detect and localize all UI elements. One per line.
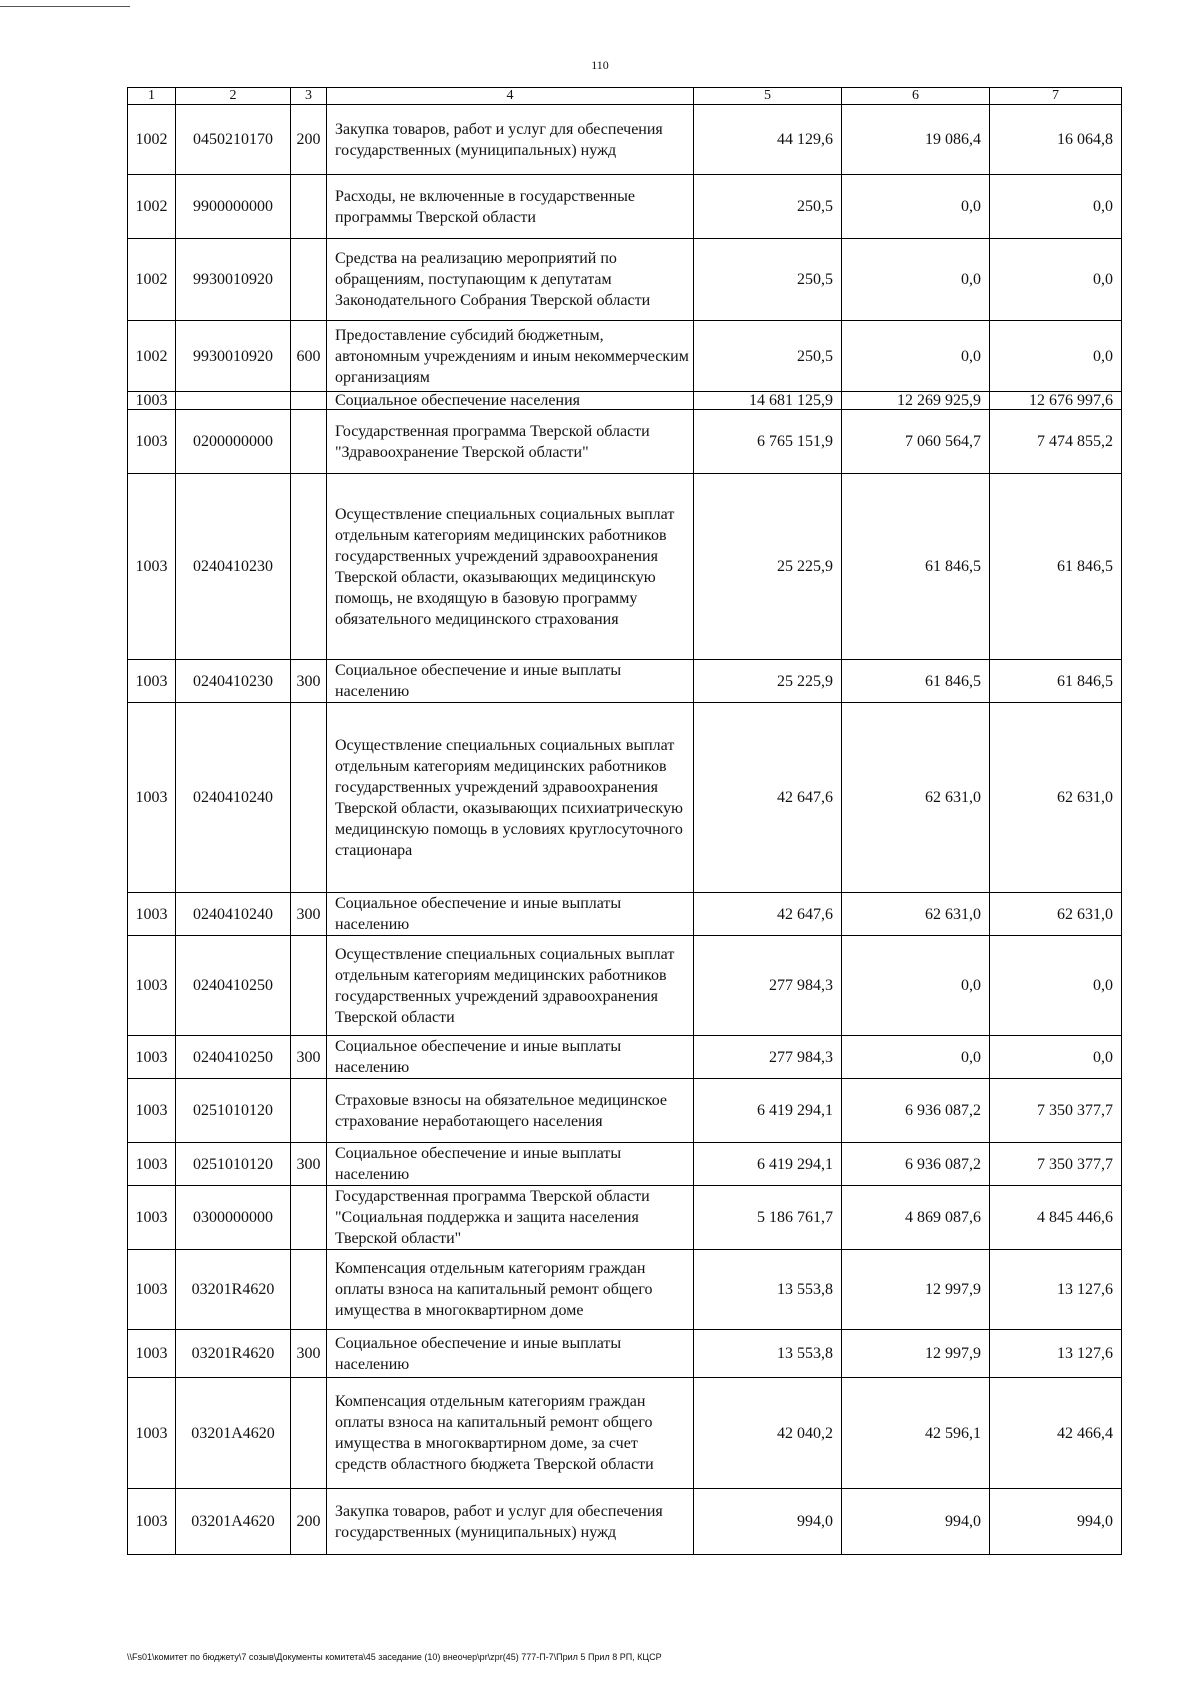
- target-article-cell: 0240410230: [176, 474, 291, 660]
- amount-cell: 12 997,9: [842, 1250, 990, 1330]
- amount-cell: 0,0: [990, 321, 1122, 392]
- description-cell: Осуществление специальных социальных выплат отдельным категориям медицинских работников государственных учреждений здравоохранения Тверской области: [327, 936, 694, 1036]
- table-row: [128, 936, 1122, 1036]
- section-code-cell: 1003: [128, 893, 176, 936]
- target-article-cell: 03201A4620: [176, 1378, 291, 1489]
- amount-cell: 6 936 087,2: [842, 1143, 990, 1186]
- description-cell: Средства на реализацию мероприятий по обращениям, поступающим к депутатам Законодательного Собрания Тверской области: [327, 239, 694, 321]
- target-article-cell: 0240410240: [176, 893, 291, 936]
- amount-cell: 42 040,2: [694, 1378, 842, 1489]
- amount-cell: 0,0: [990, 1036, 1122, 1079]
- amount-cell: 250,5: [694, 239, 842, 321]
- amount-cell: 7 060 564,7: [842, 410, 990, 474]
- amount-cell: 25 225,9: [694, 474, 842, 660]
- description-cell: Социальное обеспечение населения: [327, 392, 694, 410]
- section-code-cell: 1003: [128, 410, 176, 474]
- section-code-cell: 1002: [128, 321, 176, 392]
- table-row: [128, 175, 1122, 239]
- amount-cell: 994,0: [990, 1489, 1122, 1555]
- table-row: [128, 1143, 1122, 1186]
- target-article-cell: 03201R4620: [176, 1330, 291, 1378]
- expense-type-cell: [291, 936, 327, 1036]
- amount-cell: 61 846,5: [842, 660, 990, 703]
- amount-cell: 13 553,8: [694, 1330, 842, 1378]
- description-cell: Социальное обеспечение и иные выплаты населению: [327, 893, 694, 936]
- amount-cell: 6 419 294,1: [694, 1079, 842, 1143]
- table-row: [128, 703, 1122, 893]
- header-cell: 4: [327, 88, 694, 105]
- target-article-cell: 0240410250: [176, 1036, 291, 1079]
- scan-edge-line: [0, 6, 130, 7]
- target-article-cell: 0240410240: [176, 703, 291, 893]
- target-article-cell: 9930010920: [176, 239, 291, 321]
- amount-cell: 994,0: [842, 1489, 990, 1555]
- section-code-cell: 1003: [128, 1036, 176, 1079]
- expense-type-cell: 300: [291, 1143, 327, 1186]
- target-article-cell: 03201A4620: [176, 1489, 291, 1555]
- header-row: [128, 88, 1122, 105]
- amount-cell: 13 553,8: [694, 1250, 842, 1330]
- amount-cell: 42 466,4: [990, 1378, 1122, 1489]
- amount-cell: 0,0: [990, 175, 1122, 239]
- description-cell: Закупка товаров, работ и услуг для обеспечения государственных (муниципальных) нужд: [327, 105, 694, 175]
- amount-cell: 277 984,3: [694, 936, 842, 1036]
- expense-type-cell: [291, 474, 327, 660]
- section-code-cell: 1002: [128, 175, 176, 239]
- expense-type-cell: 200: [291, 105, 327, 175]
- amount-cell: 6 419 294,1: [694, 1143, 842, 1186]
- target-article-cell: 0300000000: [176, 1186, 291, 1250]
- expense-type-cell: 300: [291, 893, 327, 936]
- description-cell: Социальное обеспечение и иные выплаты населению: [327, 1036, 694, 1079]
- amount-cell: 42 596,1: [842, 1378, 990, 1489]
- target-article-cell: [176, 392, 291, 410]
- header-cell: 3: [291, 88, 327, 105]
- section-code-cell: 1002: [128, 239, 176, 321]
- expense-type-cell: [291, 1378, 327, 1489]
- section-code-cell: 1003: [128, 1489, 176, 1555]
- amount-cell: 0,0: [842, 936, 990, 1036]
- amount-cell: 62 631,0: [842, 703, 990, 893]
- amount-cell: 61 846,5: [990, 474, 1122, 660]
- section-code-cell: 1003: [128, 392, 176, 410]
- amount-cell: 62 631,0: [990, 893, 1122, 936]
- page-number: 110: [591, 58, 609, 72]
- amount-cell: 42 647,6: [694, 893, 842, 936]
- target-article-cell: 0200000000: [176, 410, 291, 474]
- expense-type-cell: 200: [291, 1489, 327, 1555]
- target-article-cell: 9900000000: [176, 175, 291, 239]
- table-row: [128, 239, 1122, 321]
- budget-table: [127, 87, 1122, 1555]
- target-article-cell: 0240410230: [176, 660, 291, 703]
- section-code-cell: 1003: [128, 1250, 176, 1330]
- table-row: [128, 660, 1122, 703]
- table-row: [128, 1489, 1122, 1555]
- amount-cell: 14 681 125,9: [694, 392, 842, 410]
- budget-table-container: [127, 87, 1121, 1555]
- amount-cell: 4 869 087,6: [842, 1186, 990, 1250]
- amount-cell: 62 631,0: [842, 893, 990, 936]
- table-row: [128, 474, 1122, 660]
- section-code-cell: 1003: [128, 474, 176, 660]
- target-article-cell: 0251010120: [176, 1079, 291, 1143]
- section-code-cell: 1003: [128, 703, 176, 893]
- description-cell: Компенсация отдельным категориям граждан оплаты взноса на капитальный ремонт общего имущества в многоквартирном доме, за счет средств областного бюджета Тверской области: [327, 1378, 694, 1489]
- amount-cell: 12 997,9: [842, 1330, 990, 1378]
- amount-cell: 7 350 377,7: [990, 1143, 1122, 1186]
- amount-cell: 0,0: [842, 321, 990, 392]
- description-cell: Социальное обеспечение и иные выплаты населению: [327, 1143, 694, 1186]
- section-code-cell: 1003: [128, 1079, 176, 1143]
- header-cell: 1: [128, 88, 176, 105]
- amount-cell: 250,5: [694, 321, 842, 392]
- description-cell: Социальное обеспечение и иные выплаты населению: [327, 660, 694, 703]
- amount-cell: 5 186 761,7: [694, 1186, 842, 1250]
- target-article-cell: 9930010920: [176, 321, 291, 392]
- amount-cell: 61 846,5: [842, 474, 990, 660]
- target-article-cell: 0240410250: [176, 936, 291, 1036]
- target-article-cell: 03201R4620: [176, 1250, 291, 1330]
- table-row: [128, 1186, 1122, 1250]
- table-row: [128, 1250, 1122, 1330]
- expense-type-cell: [291, 410, 327, 474]
- amount-cell: 12 676 997,6: [990, 392, 1122, 410]
- description-cell: Компенсация отдельным категориям граждан оплаты взноса на капитальный ремонт общего имущества в многоквартирном доме: [327, 1250, 694, 1330]
- table-row: [128, 410, 1122, 474]
- table-row: [128, 1036, 1122, 1079]
- expense-type-cell: [291, 239, 327, 321]
- amount-cell: 44 129,6: [694, 105, 842, 175]
- table-row: [128, 893, 1122, 936]
- table-body: [128, 105, 1122, 1555]
- amount-cell: 277 984,3: [694, 1036, 842, 1079]
- section-code-cell: 1003: [128, 1143, 176, 1186]
- amount-cell: 0,0: [842, 175, 990, 239]
- amount-cell: 25 225,9: [694, 660, 842, 703]
- amount-cell: 42 647,6: [694, 703, 842, 893]
- amount-cell: 16 064,8: [990, 105, 1122, 175]
- expense-type-cell: [291, 392, 327, 410]
- table-row: [128, 1330, 1122, 1378]
- expense-type-cell: 300: [291, 1330, 327, 1378]
- amount-cell: 0,0: [842, 1036, 990, 1079]
- description-cell: Расходы, не включенные в государственные программы Тверской области: [327, 175, 694, 239]
- description-cell: Осуществление специальных социальных выплат отдельным категориям медицинских работников государственных учреждений здравоохранения Тверской области, оказывающих психиатрическую медицинскую помощь в условиях круглосуточного стационара: [327, 703, 694, 893]
- header-cell: 2: [176, 88, 291, 105]
- expense-type-cell: 300: [291, 660, 327, 703]
- amount-cell: 19 086,4: [842, 105, 990, 175]
- table-row: [128, 321, 1122, 392]
- description-cell: Страховые взносы на обязательное медицинское страхование неработающего населения: [327, 1079, 694, 1143]
- amount-cell: 13 127,6: [990, 1330, 1122, 1378]
- amount-cell: 994,0: [694, 1489, 842, 1555]
- expense-type-cell: [291, 1079, 327, 1143]
- header-cell: 7: [990, 88, 1122, 105]
- section-code-cell: 1003: [128, 1378, 176, 1489]
- section-code-cell: 1003: [128, 936, 176, 1036]
- table-row: [128, 1079, 1122, 1143]
- amount-cell: 7 474 855,2: [990, 410, 1122, 474]
- description-cell: Предоставление субсидий бюджетным, автономным учреждениям и иным некоммерческим организациям: [327, 321, 694, 392]
- table-row: [128, 392, 1122, 410]
- expense-type-cell: 600: [291, 321, 327, 392]
- amount-cell: 6 936 087,2: [842, 1079, 990, 1143]
- table-row: [128, 105, 1122, 175]
- amount-cell: 7 350 377,7: [990, 1079, 1122, 1143]
- expense-type-cell: [291, 1186, 327, 1250]
- target-article-cell: 0450210170: [176, 105, 291, 175]
- section-code-cell: 1002: [128, 105, 176, 175]
- amount-cell: 6 765 151,9: [694, 410, 842, 474]
- table-row: [128, 1378, 1122, 1489]
- expense-type-cell: [291, 703, 327, 893]
- expense-type-cell: [291, 175, 327, 239]
- amount-cell: 12 269 925,9: [842, 392, 990, 410]
- target-article-cell: 0251010120: [176, 1143, 291, 1186]
- expense-type-cell: 300: [291, 1036, 327, 1079]
- section-code-cell: 1003: [128, 660, 176, 703]
- amount-cell: 61 846,5: [990, 660, 1122, 703]
- amount-cell: 0,0: [990, 239, 1122, 321]
- description-cell: Государственная программа Тверской области "Социальная поддержка и защита населения Тверской области": [327, 1186, 694, 1250]
- section-code-cell: 1003: [128, 1330, 176, 1378]
- expense-type-cell: [291, 1250, 327, 1330]
- header-cell: 6: [842, 88, 990, 105]
- header-cell: 5: [694, 88, 842, 105]
- description-cell: Закупка товаров, работ и услуг для обеспечения государственных (муниципальных) нужд: [327, 1489, 694, 1555]
- amount-cell: 4 845 446,6: [990, 1186, 1122, 1250]
- section-code-cell: 1003: [128, 1186, 176, 1250]
- description-cell: Социальное обеспечение и иные выплаты населению: [327, 1330, 694, 1378]
- amount-cell: 250,5: [694, 175, 842, 239]
- amount-cell: 0,0: [842, 239, 990, 321]
- description-cell: Государственная программа Тверской области "Здравоохранение Тверской области": [327, 410, 694, 474]
- amount-cell: 13 127,6: [990, 1250, 1122, 1330]
- amount-cell: 62 631,0: [990, 703, 1122, 893]
- description-cell: Осуществление специальных социальных выплат отдельным категориям медицинских работников государственных учреждений здравоохранения Тверской области, оказывающих медицинскую помощь, не входящую в базовую программу обязательного медицинского страхования: [327, 474, 694, 660]
- amount-cell: 0,0: [990, 936, 1122, 1036]
- file-path-footer: \\Fs01\комитет по бюджету\7 созыв\Документы комитета\45 заседание (10) внеочер\pr\zpr(45) 777-П-7\Прил 5 Прил 8 РП, КЦСР: [127, 1652, 662, 1662]
